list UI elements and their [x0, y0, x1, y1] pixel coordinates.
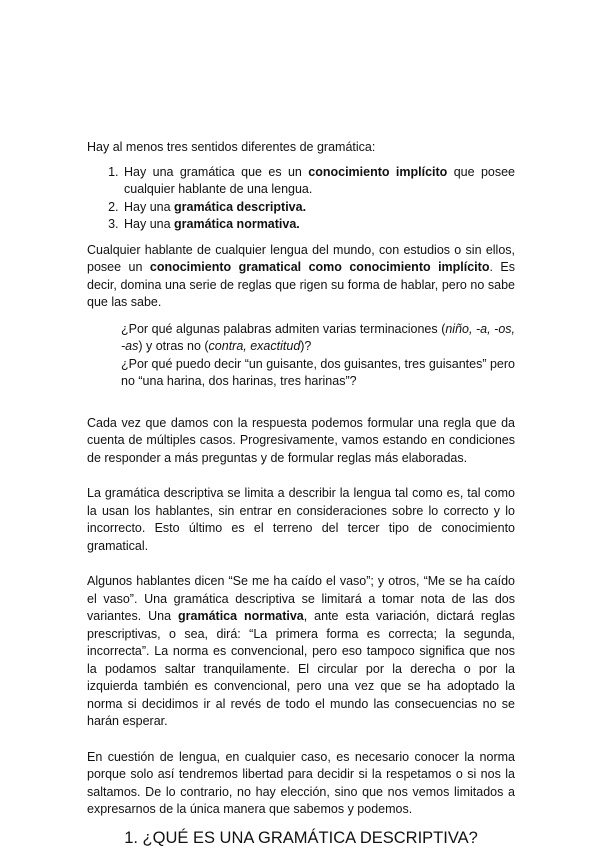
section-heading: 1. ¿QUÉ ES UNA GRAMÁTICA DESCRIPTIVA? [124, 828, 478, 847]
list-item-bold: conocimiento implícito [308, 164, 448, 179]
rules-paragraph: Cada vez que damos con la respuesta podemos formular una regla que da cuenta de múltiples casos. Progresivamente, vamos estando en condiciones de responder a más preguntas y de formular reglas más elaboradas. [87, 415, 515, 465]
intro-paragraph: Hay al menos tres sentidos diferentes de gramática: [87, 140, 376, 154]
list-item: 2. Hay una gramática descriptiva. [122, 199, 515, 217]
conclusion-paragraph: En cuestión de lengua, en cualquier caso, es necesario conocer la norma porque solo así tendremos libertad para decidir si la respetamos o si nos la saltamos. De lo contrario, no hay elección, sino que nos vemos limitados a expresarnos de la única manera que sabemos y podemos. [87, 749, 515, 816]
bold-term: conocimiento gramatical como conocimiento implícito [149, 260, 490, 274]
descriptive-paragraph: La gramática descriptiva se limita a describir la lengua tal como es, tal como la usan los hablantes, sin entrar en consideraciones sobre lo correcto y lo incorrecto. Esto último es el terreno del tercer tipo de conocimiento gramatical. [87, 486, 515, 553]
example-questions [121, 321, 515, 391]
list-item: 1. Hay una gramática que es un conocimiento implícito que posee cualquier hablante de una lengua. [122, 164, 515, 199]
normative-paragraph: Algunos hablantes dicen “Se me ha caído el vaso”; y otros, “Me se ha caído el vaso”. Una gramática descriptiva se limitará a tomar nota de las dos variantes. Una gramática normativa, ante esta variación, dictará reglas prescriptivas, o sea, dirá: “La primera forma es correcta; la segunda, incorrecta”. La norma es convencional, pero eso tampoco significa que nos la podamos saltar tranquilamente. El circular por la derecha o por la izquierda también es convencional, pero una vez que se ha adoptado la norma si decidimos ir al revés de todo el mundo las consecuencias no se harán esperar. [87, 574, 515, 728]
page-content [87, 139, 515, 849]
list-item-bold: gramática descriptiva. [174, 199, 307, 214]
question-plurals: ¿Por qué puedo decir “un guisante, dos guisantes, tres guisantes” pero no “una harina, dos harinas, tres harinas”? [121, 356, 515, 388]
list-item: 3. Hay una gramática normativa. [122, 216, 515, 234]
question-endings: ¿Por qué algunas palabras admiten varias terminaciones (niño, -a, -os, -as) y otras no (contra, exactitud)? [121, 321, 515, 353]
grammar-types-list [87, 164, 515, 234]
implicit-knowledge-paragraph: Cualquier hablante de cualquier lengua del mundo, con estudios o sin ellos, posee un conocimiento gramatical como conocimiento implícito. Es decir, domina una serie de reglas que rigen su forma de hablar, pero no sabe que las sabe. [87, 242, 515, 309]
bold-term: gramática normativa [178, 609, 304, 623]
list-item-bold: gramática normativa. [174, 217, 300, 231]
